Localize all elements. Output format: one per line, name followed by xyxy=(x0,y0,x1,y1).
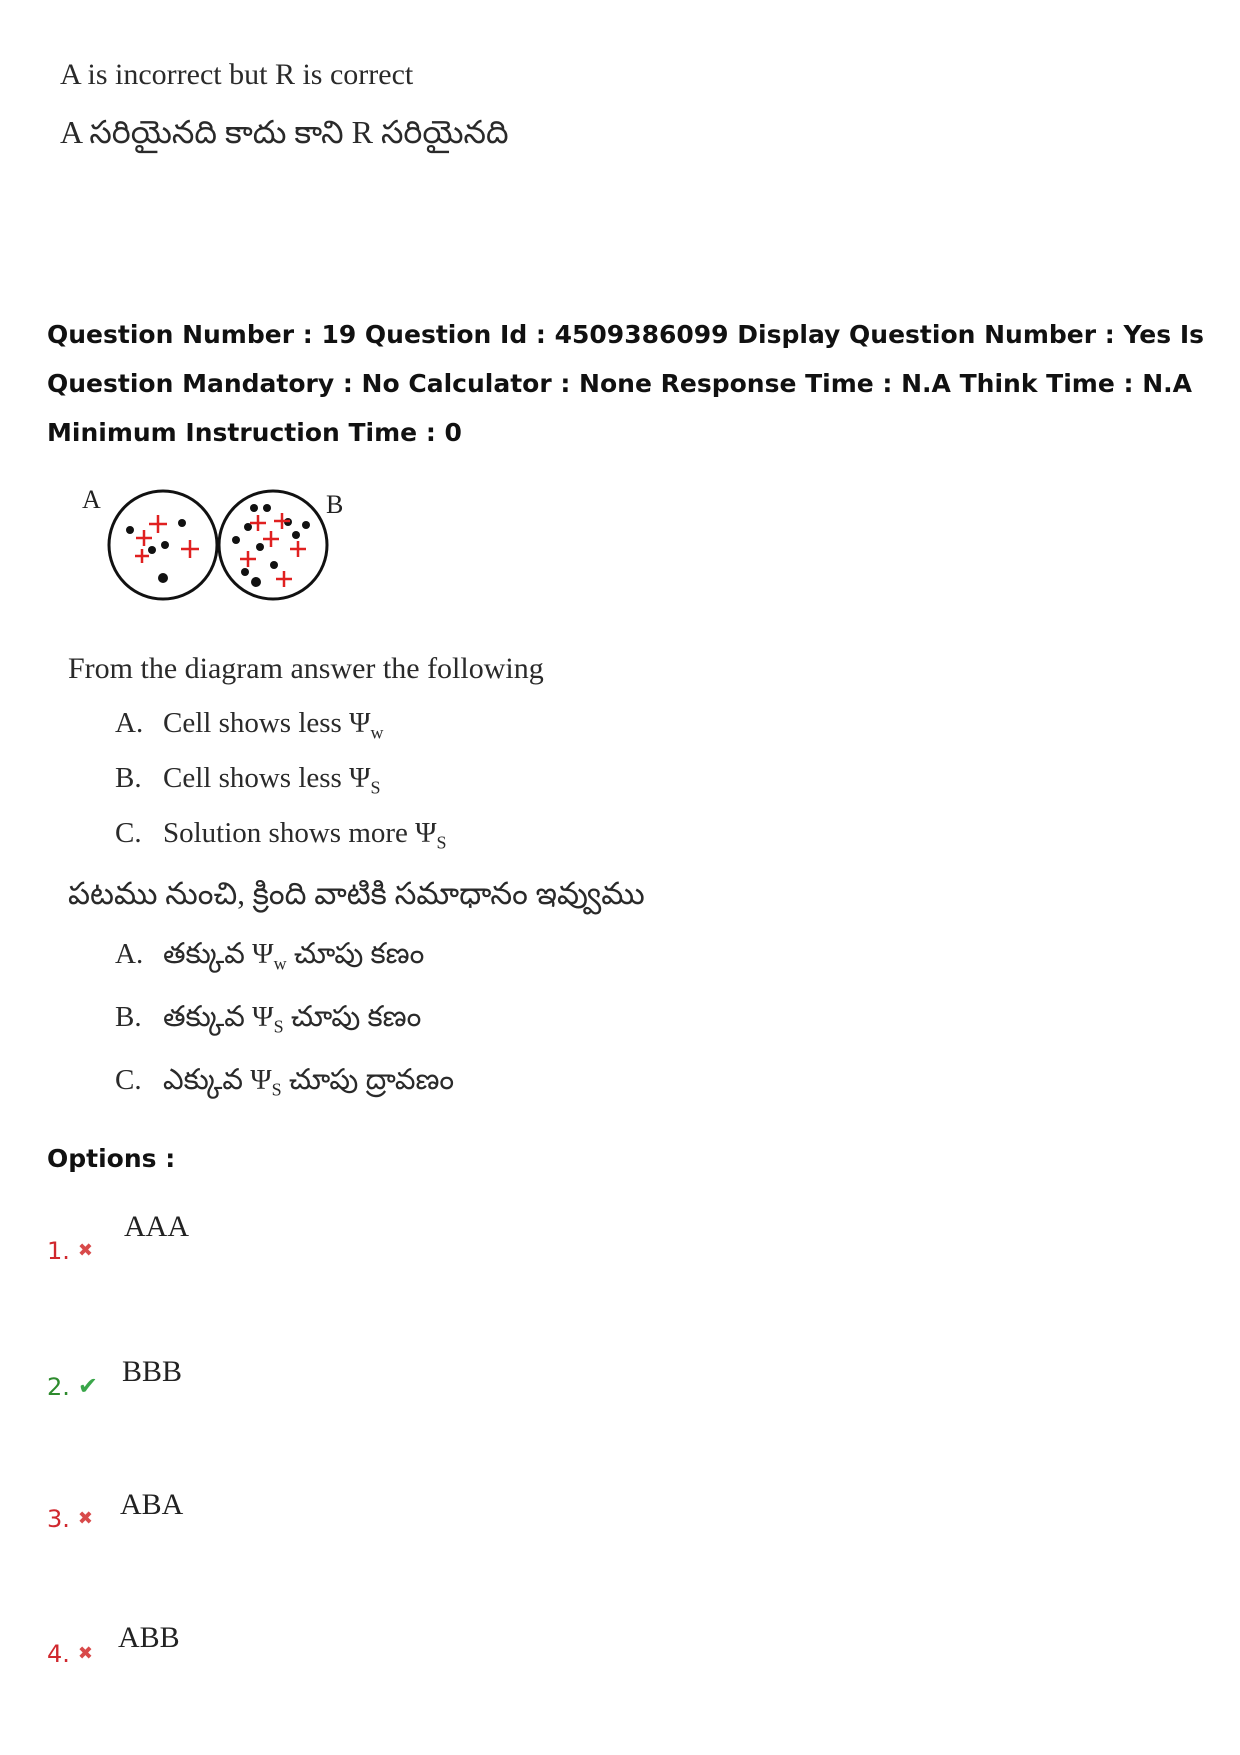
question-item-english xyxy=(115,817,447,853)
check-icon: ✔ xyxy=(77,1374,99,1400)
option-2[interactable] xyxy=(47,1372,98,1401)
question-intro-english: From the diagram answer the following xyxy=(68,652,544,685)
cell-diagram xyxy=(70,485,370,615)
option-4-text[interactable]: ABB xyxy=(118,1621,180,1654)
option-1-text[interactable]: AAA xyxy=(124,1210,189,1243)
item-letter: B. xyxy=(115,1001,142,1033)
option-4[interactable] xyxy=(47,1640,93,1668)
cross-icon: ✖ xyxy=(77,1643,93,1663)
item-text-suffix: చూపు కణం xyxy=(283,1001,422,1033)
item-subscript: S xyxy=(271,1079,282,1100)
circle-a-particles xyxy=(126,515,199,583)
item-text-suffix: చూపు ద్రావణం xyxy=(281,1064,455,1096)
option-number: 3. xyxy=(47,1505,70,1533)
item-text-suffix: చూపు కణం xyxy=(286,938,425,970)
item-letter: A. xyxy=(115,938,144,970)
item-subscript: w xyxy=(370,722,384,743)
item-subscript: S xyxy=(436,832,447,853)
option-3-text[interactable]: ABA xyxy=(120,1488,184,1521)
question-item-telugu xyxy=(115,938,424,978)
option-2-text[interactable]: BBB xyxy=(122,1355,183,1388)
previous-option-english: A is incorrect but R is correct xyxy=(60,58,414,91)
option-number: 1. xyxy=(47,1237,70,1265)
item-text: తక్కువ Ψ xyxy=(163,1001,274,1033)
item-subscript: S xyxy=(370,777,381,798)
question-intro-telugu: పటము నుంచి, క్రింది వాటికి సమాధానం ఇవ్వుము xyxy=(68,876,645,911)
item-text: ఎక్కువ Ψ xyxy=(163,1064,272,1096)
item-text: Cell shows less Ψ xyxy=(163,762,371,794)
item-letter: B. xyxy=(115,762,142,794)
previous-option-telugu: A సరియైనది కాదు కాని R సరియైనది xyxy=(60,114,509,150)
item-letter: C. xyxy=(115,817,142,849)
diagram-label-a: A xyxy=(82,485,101,514)
item-text: తక్కువ Ψ xyxy=(163,938,274,970)
question-item-english xyxy=(115,762,381,798)
item-subscript: S xyxy=(273,1016,284,1037)
options-label: Options : xyxy=(47,1144,176,1173)
item-text: Solution shows more Ψ xyxy=(163,817,437,849)
question-metadata: Question Number : 19 Question Id : 4509386099 Display Question Number : Yes Is Question Mandatory : No Calculator : None Response Time : N.A Think Time : N.A Minimum Instruction Time : 0 xyxy=(47,320,1205,447)
option-3[interactable] xyxy=(47,1505,93,1533)
option-1[interactable] xyxy=(47,1237,93,1265)
diagram-label-b: B xyxy=(326,490,344,519)
option-number: 2. xyxy=(47,1373,70,1401)
option-number: 4. xyxy=(47,1640,70,1668)
question-item-telugu xyxy=(115,1064,454,1104)
item-letter: A. xyxy=(115,707,144,739)
question-item-english xyxy=(115,707,383,743)
circle-b xyxy=(219,491,327,599)
item-subscript: w xyxy=(273,953,287,974)
cross-icon: ✖ xyxy=(77,1240,93,1260)
item-letter: C. xyxy=(115,1064,142,1096)
question-item-telugu xyxy=(115,1001,421,1041)
circle-b-particles xyxy=(232,504,310,587)
item-text: Cell shows less Ψ xyxy=(163,707,371,739)
cross-icon: ✖ xyxy=(77,1508,93,1528)
